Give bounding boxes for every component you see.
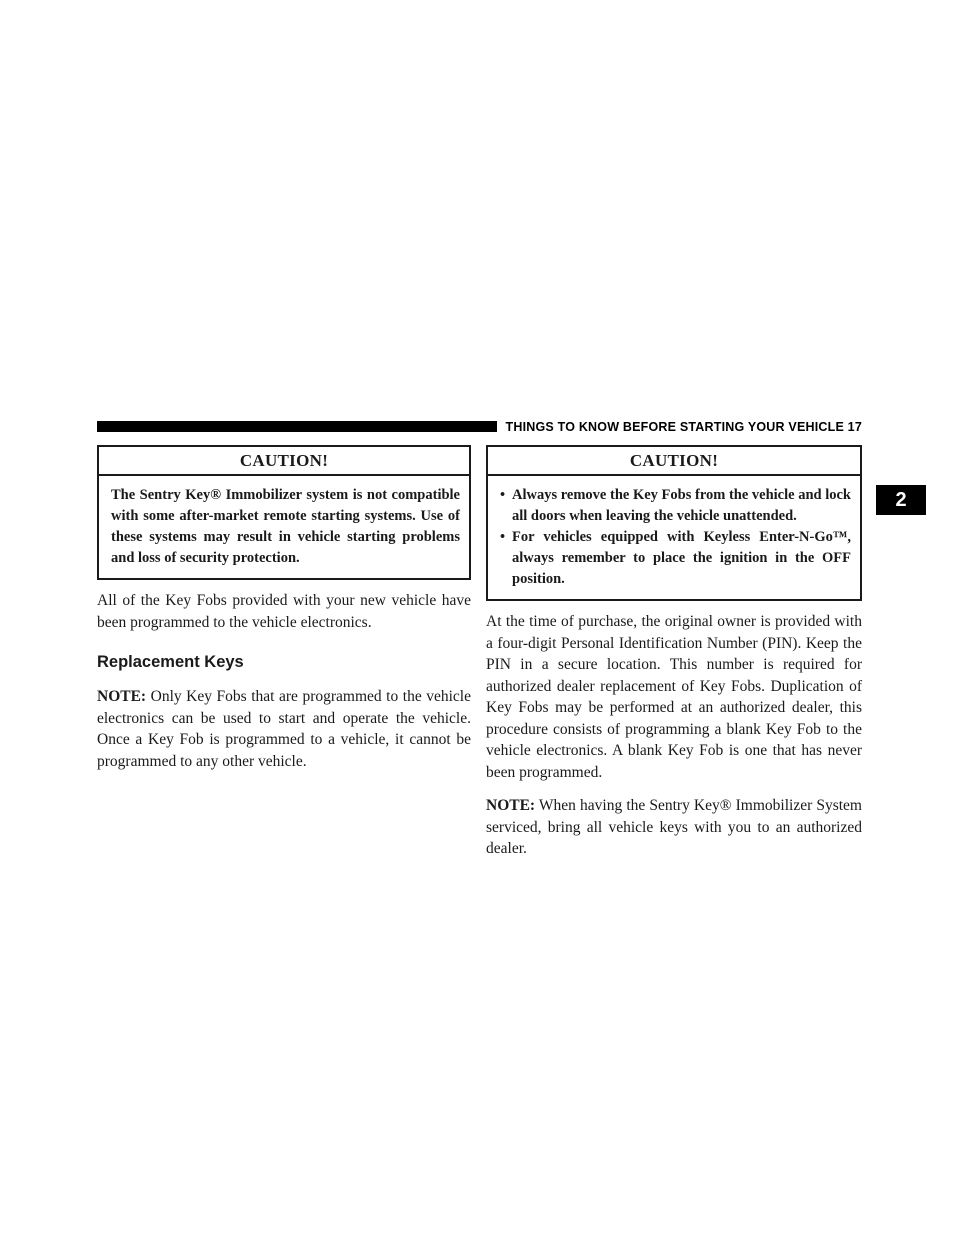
bullet-icon: •	[500, 529, 506, 545]
caution-title: CAUTION!	[99, 447, 469, 476]
section-heading-replacement-keys: Replacement Keys	[97, 653, 244, 671]
note-label: NOTE:	[97, 688, 147, 705]
header-rule-bar	[97, 421, 497, 432]
caution-bullet-text: For vehicles equipped with Keyless Enter-N-Go™, always remember to place the ignition in the OFF position.	[512, 529, 851, 587]
note-replacement-keys	[97, 686, 471, 772]
caution-text: The Sentry Key® Immobilizer system is not compatible with some after-market remote starting systems. Use of these systems may result in vehicle starting problems and loss of security protection.	[111, 487, 460, 566]
caution-box-right	[486, 445, 862, 601]
note-text: When having the Sentry Key® Immobilizer System serviced, bring all vehicle keys with you to an authorized dealer.	[486, 797, 862, 857]
caution-bullet-text: Always remove the Key Fobs from the vehicle and lock all doors when leaving the vehicle unattended.	[512, 487, 851, 524]
caution-box-left	[97, 445, 471, 580]
right-column	[486, 445, 862, 860]
chapter-tab: 2	[876, 485, 926, 515]
note-label: NOTE:	[486, 797, 536, 814]
caution-bullets	[488, 476, 860, 599]
bullet-icon: •	[500, 487, 506, 503]
note-text: Only Key Fobs that are programmed to the vehicle electronics can be used to start and operate the vehicle. Once a Key Fob is programmed to a vehicle, it cannot be programmed to any other vehicle.	[97, 688, 471, 770]
left-column	[97, 445, 471, 772]
caution-bullet-item	[500, 527, 851, 590]
paragraph-key-fobs: All of the Key Fobs provided with your new vehicle have been programmed to the vehicle electronics.	[97, 592, 471, 631]
caution-title: CAUTION!	[488, 447, 860, 476]
running-head: THINGS TO KNOW BEFORE STARTING YOUR VEHICLE 17	[505, 420, 862, 434]
caution-bullet-item	[500, 485, 851, 527]
paragraph-pin: At the time of purchase, the original owner is provided with a four-digit Personal Identification Number (PIN). Keep the PIN in a secure location. This number is required for authorized dealer replacement of Key Fobs. Duplication of Key Fobs may be performed at an authorized dealer, this procedure consists of programming a blank Key Fob to the vehicle electronics. A blank Key Fob is one that has never been programmed.	[486, 613, 862, 781]
note-sentry-key-service	[486, 795, 862, 860]
